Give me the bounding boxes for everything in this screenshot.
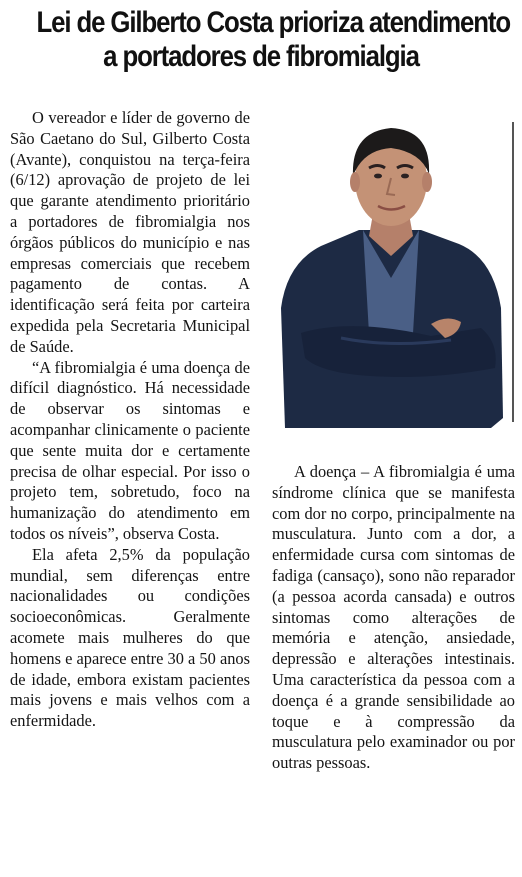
portrait-arms [301,326,496,377]
paragraph-intro: O vereador e líder de governo de São Caetano do Sul, Gilberto Costa (Avante), conquistou na terça-feira (6/12) aprovação de projeto de lei que garante atendimento prioritário a portadores de fibromialgia nos órgãos públicos do município e nas empresas comerciais que recebem pagamento de contas. A identificação será feita por carteira expedida pela Secretaria Municipal de Saúde. [10,108,250,356]
headline-line-2: a portadores de fibromialgia [103,40,419,73]
paragraph-statistics: Ela afeta 2,5% da população mundial, sem diferenças entre nacionalidades ou condições socioeconômicas. Geralmente acomete mais mulheres do que homens e aparece entre 30 a 50 anos de idade, embora existam pacientes mais jovens e mais velhos com a enfermidade. [10,544,250,731]
paragraph-quote: “A fibromialgia é uma doença de difícil diagnóstico. Há necessidade de observar os sintomas e acompanhar clinicamente o paciente que sente muita dor e certamente precisa de olhar especial. Por isso o projeto tem, sobretudo, foco na humanização do atendimento em todos os níveis”, observa Costa. [10,357,250,543]
paragraph-disease: A doença – A fibromialgia é uma síndrome clínica que se manifesta com dor no corpo, principalmente na musculatura. Junto com a dor, a enfermidade cursa com sintomas de fadiga (cansaço), sono não reparador (a pessoa acorda cansada) e outros sintomas como alterações de memória e atenção, ansiedade, depressão e alterações intestinais. Uma característica da pessoa com a doença é a grande sensibilidade ao toque e à compressão da musculatura pelo examinador ou por outras pessoas. [272,462,515,773]
portrait-photo [281,118,503,428]
headline [36,6,510,74]
column-rule [512,122,514,422]
article-column-right [272,462,515,774]
article-column-left [10,108,250,732]
headline-line-1: Lei de Gilberto Costa prioriza atendimento [36,6,510,39]
